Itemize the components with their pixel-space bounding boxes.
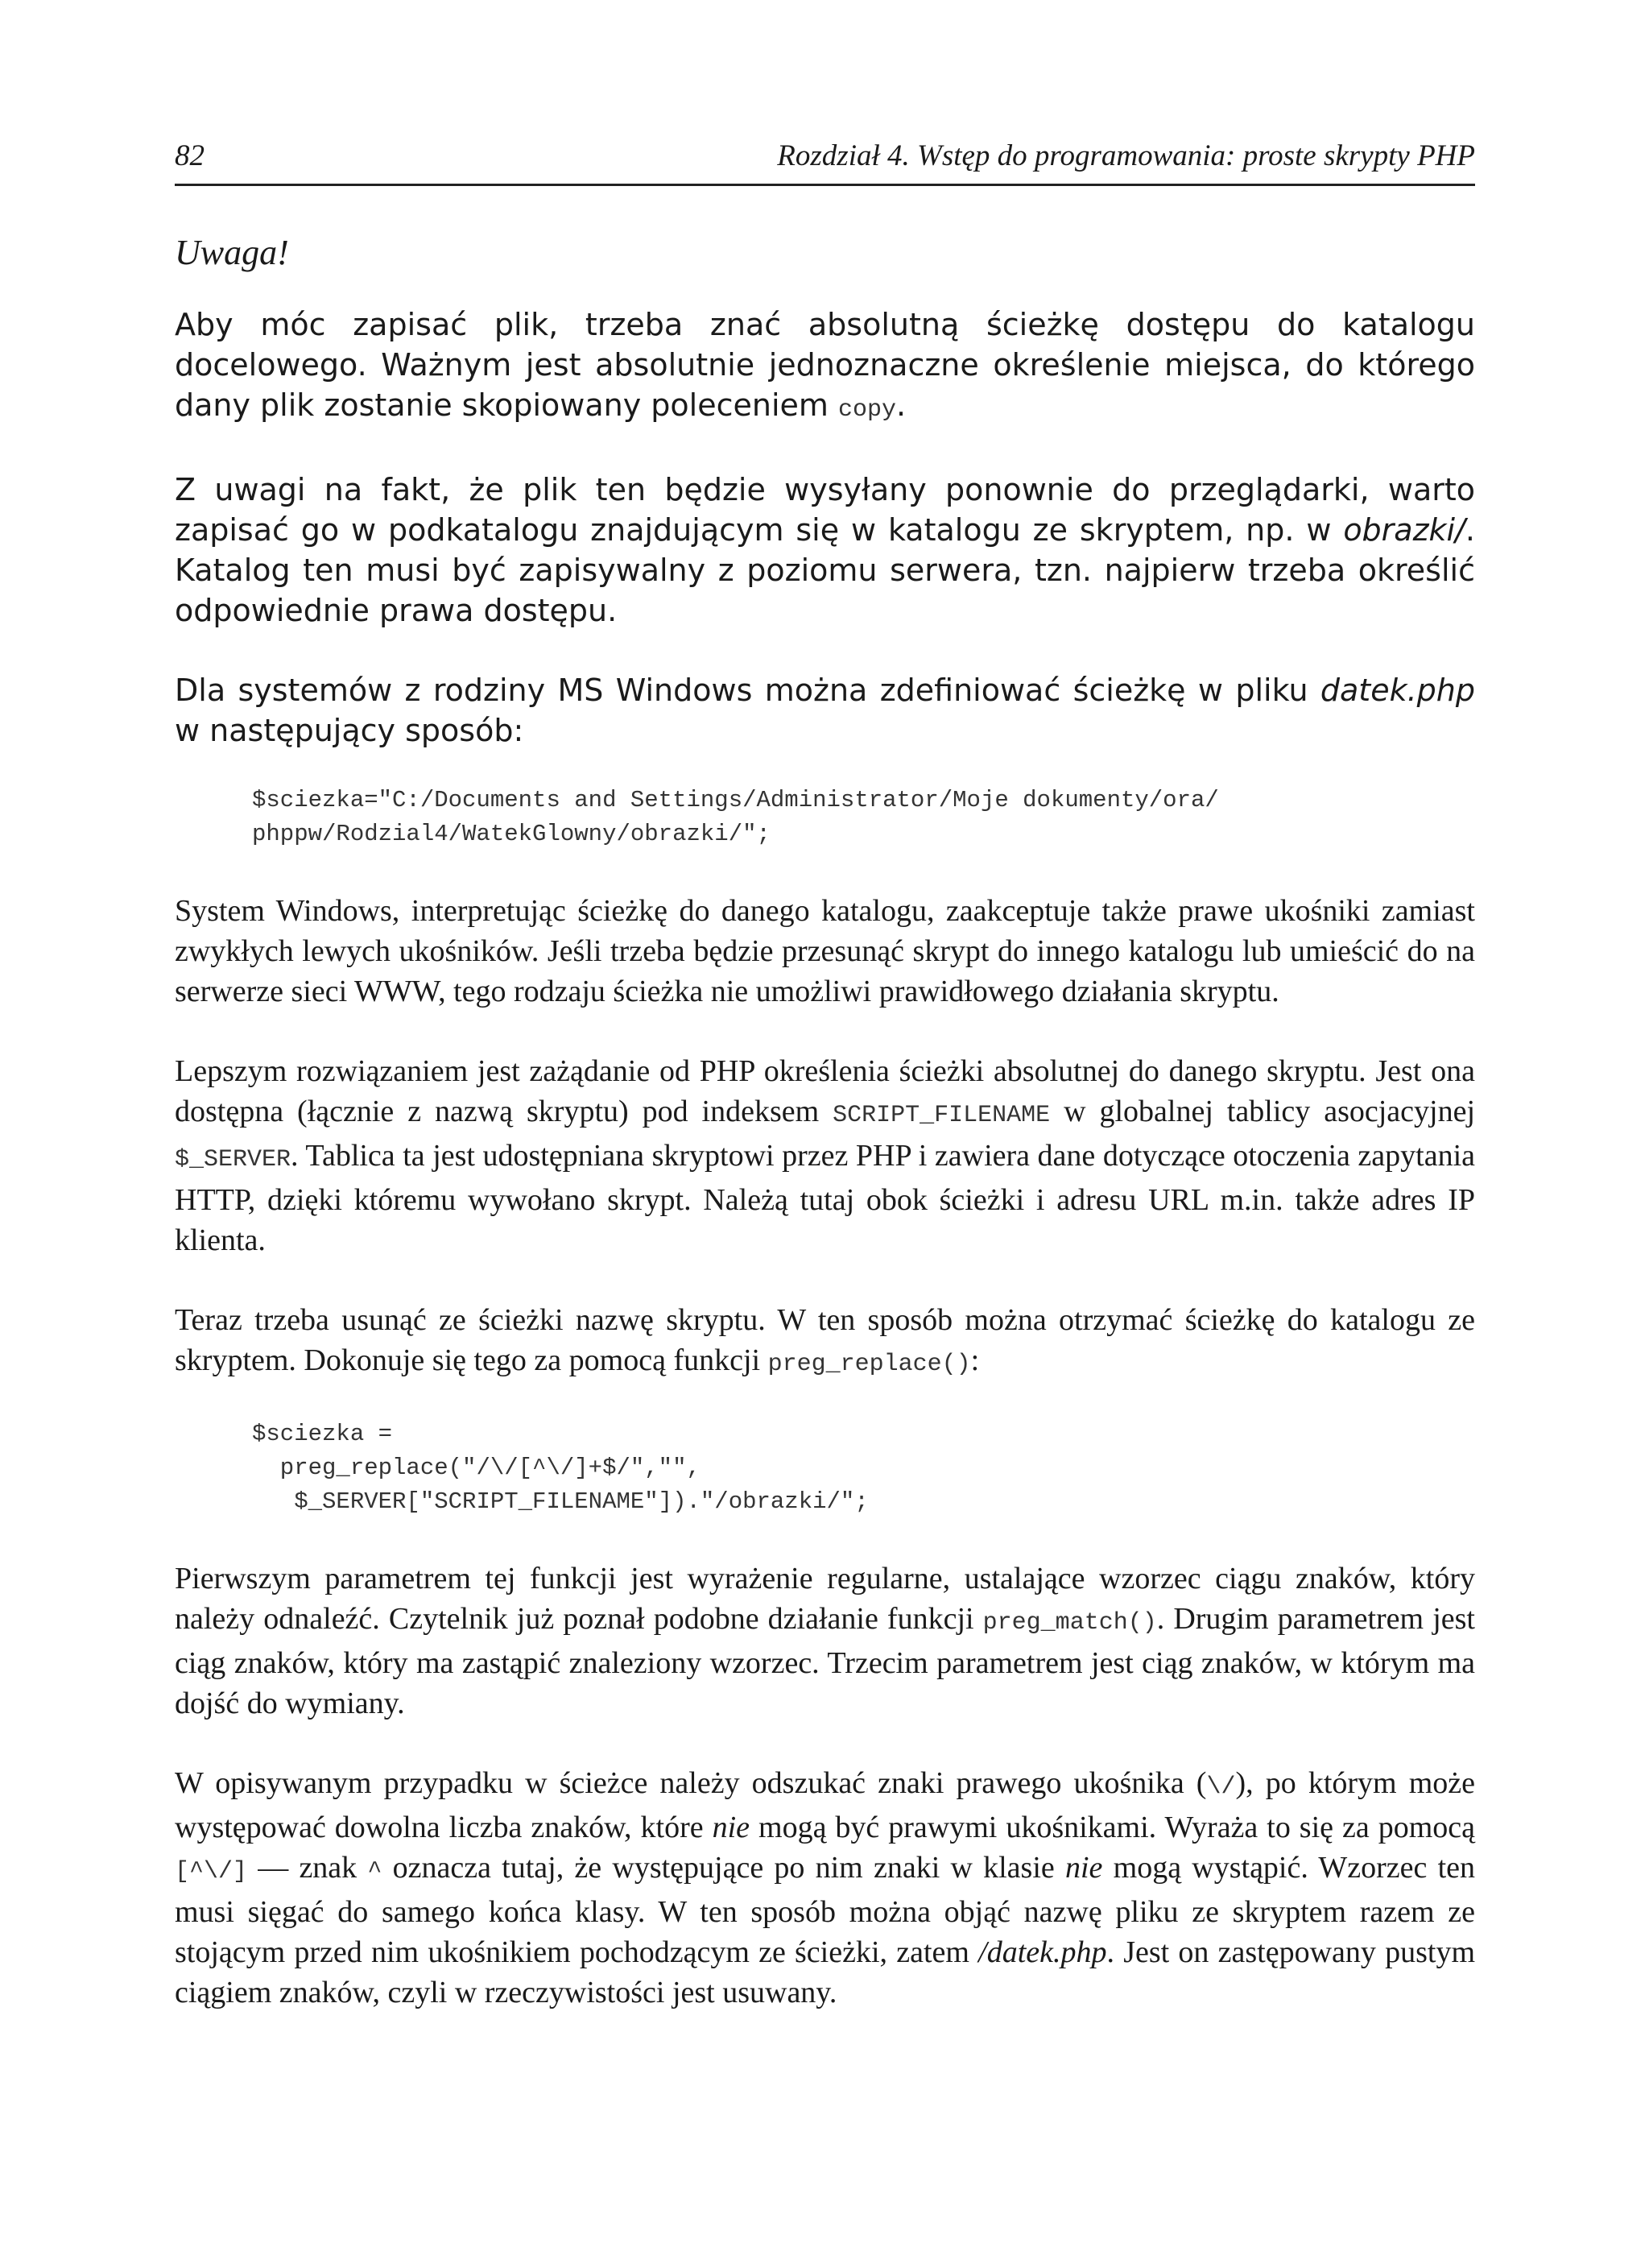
note-paragraph-1: Aby móc zapisać plik, trzeba znać absolutną ścieżkę dostępu do katalogu docelowego. Ważnym jest absolutnie jednoznaczne określenie miejsca, do którego dany plik zostanie skopiowany poleceniem copy. — [175, 307, 1475, 424]
emphasis: nie — [1064, 1851, 1103, 1885]
note-paragraph-3: Dla systemów z rodziny MS Windows można zdefiniować ścieżkę w pliku datek.php w następujący sposób: — [175, 673, 1475, 748]
code-block-2: $sciezka = preg_replace("/\/[^\/]+$/","", $_SERVER["SCRIPT_FILENAME"])."/obrazki/"; — [252, 1421, 869, 1515]
emphasis: obrazki/ — [1343, 512, 1465, 548]
inline-code: \/ — [1206, 1773, 1236, 1801]
inline-code: $_SERVER — [175, 1146, 291, 1173]
paragraph-8: W opisywanym przypadku w ścieżce należy odszukać znaki prawego ukośnika (\/), po którym może występować dowolna liczba znaków, które nie mogą być prawymi ukośnikami. Wyraża to się za pomocą [^\/] — znak ^ oznacza tutaj, że występujące po nim znaki w klasie nie mogą wystąpić. Wzorzec ten musi sięgać do samego końca klasy. W ten sposób można objąć nazwę pliku ze skryptem razem ze stojącym przed nim ukośnikiem pochodzącym ze ścieżki, zatem /datek.php. Jest on zastępowany pustym ciągiem znaków, czyli w rzeczywistości jest usuwany. — [175, 1766, 1476, 2009]
running-header — [175, 139, 1475, 186]
inline-code: [^\/] — [175, 1858, 248, 1885]
paragraph-5: Lepszym rozwiązaniem jest zażądanie od PHP określenia ścieżki absolutnej do danego skryptu. Jest ona dostępna (łącznie z nazwą skryptu) pod indeksem SCRIPT_FILENAME w globalnej tablicy asocjacyjnej $_SERVER. Tablica ta jest udostępniana skryptowi przez PHP i zawiera dane dotyczące otoczenia zapytania HTTP, dzięki któremu wywołano skrypt. Należą tutaj obok ścieżki i adresu URL m.in. także adres IP klienta. — [175, 1054, 1475, 1257]
inline-code: preg_match() — [982, 1609, 1157, 1637]
page-number: 82 — [175, 139, 205, 172]
emphasis: /datek.php — [978, 1935, 1107, 1969]
emphasis: datek.php — [1320, 673, 1475, 708]
emphasis: nie — [712, 1811, 750, 1844]
note-heading: Uwaga! — [175, 233, 289, 272]
inline-code: copy — [838, 396, 897, 424]
inline-code: ^ — [367, 1858, 382, 1885]
page-body — [175, 304, 1475, 2052]
code-block-1: $sciezka="C:/Documents and Settings/Administrator/Moje dokumenty/ora/ phppw/Rodzial4/WatekGlowny/obrazki/"; — [252, 787, 1219, 847]
inline-code: SCRIPT_FILENAME — [833, 1102, 1051, 1129]
note-paragraph-2: Z uwagi na fakt, że plik ten będzie wysyłany ponownie do przeglądarki, warto zapisać go w podkatalogu znajdującym się w katalogu ze skryptem, np. w obrazki/. Katalog ten musi być zapisywalny z poziomu serwera, tzn. najpierw trzeba określić odpowiednie prawa dostępu. — [175, 472, 1475, 628]
paragraph-7: Pierwszym parametrem tej funkcji jest wyrażenie regularne, ustalające wzorzec ciągu znaków, który należy odnaleźć. Czytelnik już poznał podobne działanie funkcji preg_match(). Drugim parametrem jest ciąg znaków, który ma zastąpić znaleziony wzorzec. Trzecim parametrem jest ciąg znaków, w którym ma dojść do wymiany. — [175, 1562, 1475, 1720]
paragraph-6: Teraz trzeba usunąć ze ścieżki nazwę skryptu. W ten sposób można otrzymać ścieżkę do katalogu ze skryptem. Dokonuje się tego za pomocą funkcji preg_replace(): — [175, 1303, 1475, 1378]
chapter-title: Rozdział 4. Wstęp do programowania: proste skrypty PHP — [777, 139, 1475, 172]
inline-code: preg_replace() — [767, 1351, 971, 1378]
paragraph-4: System Windows, interpretując ścieżkę do danego katalogu, zaakceptuje także prawe ukośniki zamiast zwykłych lewych ukośników. Jeśli trzeba będzie przesunąć skrypt do innego katalogu lub umieścić do na serwerze sieci WWW, tego rodzaju ścieżka nie umożliwi prawidłowego działania skryptu. — [175, 894, 1475, 1008]
